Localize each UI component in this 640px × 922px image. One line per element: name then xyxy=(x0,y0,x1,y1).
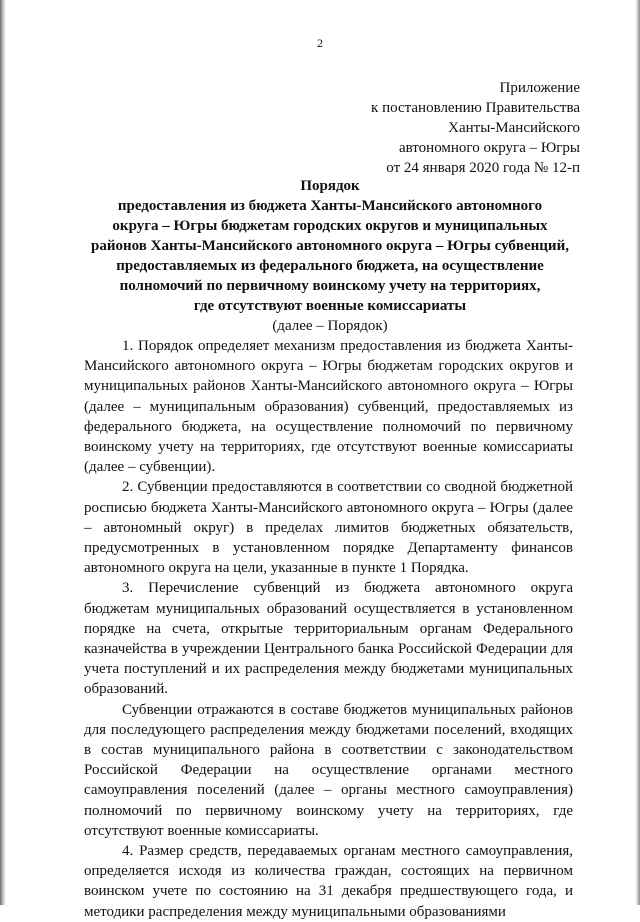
title-line: округа – Югры бюджетам городских округов и муниципальных xyxy=(112,218,548,234)
scan-edge-left xyxy=(0,0,6,905)
title-line: где отсутствуют военные комиссариаты xyxy=(193,298,467,314)
title-line: полномочий по первичному воинскому учету на территориях, xyxy=(119,278,541,294)
appendix-line: к постановлению Правительства xyxy=(371,100,580,116)
appendix-line: Приложение xyxy=(499,80,580,96)
appendix-header xyxy=(320,78,580,178)
appendix-line: автономного округа – Югры xyxy=(398,140,580,156)
page-number: 2 xyxy=(317,36,323,50)
appendix-line: Ханты-Мансийского xyxy=(448,120,580,136)
title-line: предоставления из бюджета Ханты-Мансийского автономного xyxy=(117,198,543,214)
appendix-line: от 24 января 2020 года № 12-п xyxy=(386,160,580,176)
scan-edge-right xyxy=(635,0,640,905)
paragraph: 4. Размер средств, передаваемых органам местного самоуправления, определяется исходя из количества граждан, состоящих на первичном воинском учете по состоянию на 31 декабря предшествующего года, и методики распределения между муниципальными образованиями xyxy=(84,843,573,920)
title-line: районов Ханты-Мансийского автономного округа – Югры субвенций, xyxy=(91,238,569,254)
document-title xyxy=(80,176,580,336)
title-heading: Порядок xyxy=(300,178,360,194)
title-note: (далее – Порядок) xyxy=(272,318,388,334)
paragraph: 3. Перечисление субвенций из бюджета автономного округа бюджетам муниципальных образований осуществляется в установленном порядке на счета, открытые территориальным органам Федерального казначейства в учреждении Центрального банка Российской Федерации для учета поступлений и их распределения между бюджетами муниципальных образований. xyxy=(84,580,573,698)
title-line: предоставляемых из федерального бюджета, на осуществление xyxy=(116,258,544,274)
paragraph: 1. Порядок определяет механизм предоставления из бюджета Ханты-Мансийского автономного округа – Югры бюджетам городских округов и муниципальных районов Ханты-Мансийского автономного округа – Югры (далее – муниципальным образования) субвенций, предоставляемых из федерального бюджета, на осуществление полномочий по первичному воинскому учету на территориях, где отсутствуют военные комиссариаты (далее – субвенции). xyxy=(84,338,573,476)
document-body xyxy=(84,336,573,922)
paragraph: Субвенции отражаются в составе бюджетов муниципальных районов для последующего распределения между бюджетами поселений, входящих в состав муниципального района в соответствии с законодательством Российской Федерации на осуществление органами местного самоуправления поселений (далее – органы местного самоуправления) полномочий по первичному воинскому учету на территориях, где отсутствуют военные комиссариаты. xyxy=(84,701,573,839)
paragraph: 2. Субвенции предоставляются в соответствии со сводной бюджетной росписью бюджета Ханты-Мансийского автономного округа – Югры (далее – автономный округ) в пределах лимитов бюджетных обязательств, предусмотренных в установленном порядке Департаменту финансов автономного округа на цели, указанные в пункте 1 Порядка. xyxy=(84,479,573,577)
